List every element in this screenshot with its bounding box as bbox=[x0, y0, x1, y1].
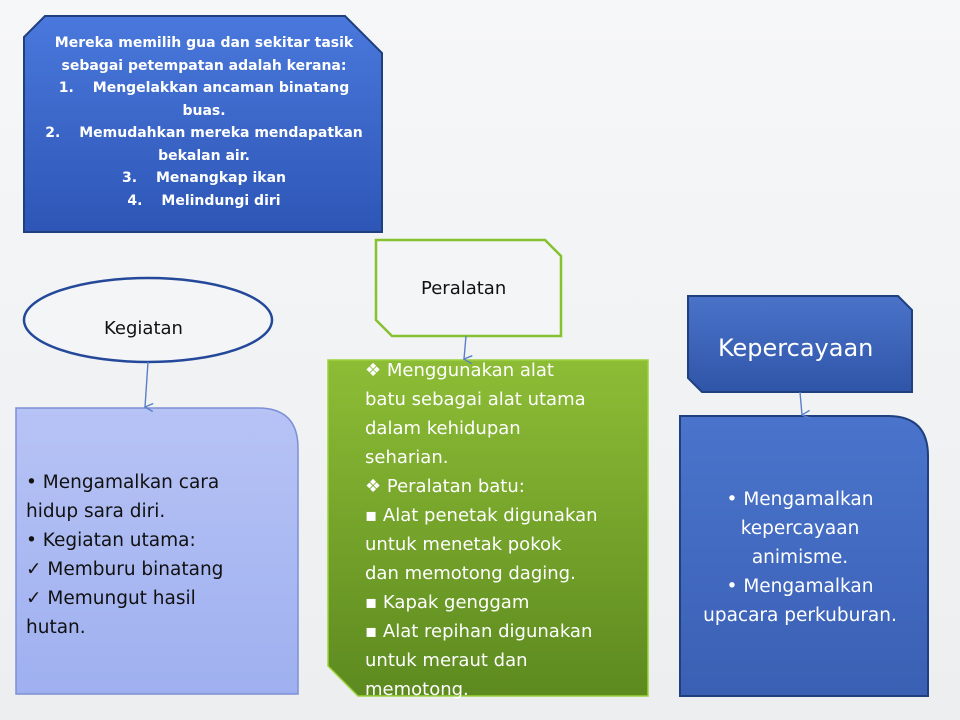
peralatan-line: untuk meraut dan bbox=[365, 650, 528, 671]
kegiatan-line: hidup sara diri. bbox=[26, 501, 166, 522]
reason-item-2: 2. Memudahkan mereka mendapatkan bekalan air. bbox=[45, 125, 363, 164]
kepercayaan-line: upacara perkuburan. bbox=[703, 605, 897, 626]
peralatan-line: ▪ Kapak genggam bbox=[365, 592, 530, 613]
peralatan-line: dan memotong daging. bbox=[365, 563, 576, 584]
kepercayaan-line: • Mengamalkan bbox=[726, 576, 874, 597]
arrow-kegiatan bbox=[145, 362, 148, 407]
arrow-kepercayaan bbox=[800, 392, 802, 415]
peralatan-line: ▪ Alat penetak digunakan bbox=[365, 505, 598, 526]
kegiatan-line: • Mengamalkan cara bbox=[26, 472, 220, 493]
reason-item-3: 3. Menangkap ikan bbox=[121, 170, 286, 186]
peralatan-line: memotong. bbox=[365, 679, 469, 700]
peralatan-detail-text bbox=[365, 356, 645, 704]
peralatan-line: ❖ Menggunakan alat bbox=[365, 360, 554, 381]
kegiatan-line: • Kegiatan utama: bbox=[26, 530, 196, 551]
kepercayaan-line: • Mengamalkan bbox=[726, 489, 874, 510]
kegiatan-line: ✓ Memungut hasil bbox=[26, 588, 196, 609]
top-reason-intro: Mereka memilih gua dan sekitar tasik sebagai petempatan adalah kerana: bbox=[54, 35, 354, 74]
kepercayaan-label: Kepercayaan bbox=[718, 334, 874, 362]
kepercayaan-detail-text bbox=[690, 485, 910, 630]
reason-item-4: 4. Melindungi diri bbox=[127, 192, 281, 209]
peralatan-line: ❖ Peralatan batu: bbox=[365, 476, 525, 497]
peralatan-line: dalam kehidupan bbox=[365, 418, 521, 439]
peralatan-line: untuk menetak pokok bbox=[365, 534, 562, 555]
reason-item-1: 1. Mengelakkan ancaman binatang buas. bbox=[58, 80, 350, 119]
kegiatan-line: hutan. bbox=[26, 617, 86, 638]
peralatan-line: ▪ Alat repihan digunakan bbox=[365, 621, 593, 642]
kegiatan-line: ✓ Memburu binatang bbox=[26, 559, 224, 580]
kepercayaan-line: kepercayaan bbox=[740, 518, 860, 539]
peralatan-label: Peralatan bbox=[421, 278, 507, 299]
peralatan-line: batu sebagai alat utama bbox=[365, 389, 586, 410]
peralatan-line: seharian. bbox=[365, 447, 449, 468]
kegiatan-detail-text bbox=[26, 468, 276, 642]
top-reason-text bbox=[40, 32, 368, 212]
kepercayaan-line: animisme. bbox=[751, 547, 849, 568]
kegiatan-label: Kegiatan bbox=[104, 318, 183, 339]
